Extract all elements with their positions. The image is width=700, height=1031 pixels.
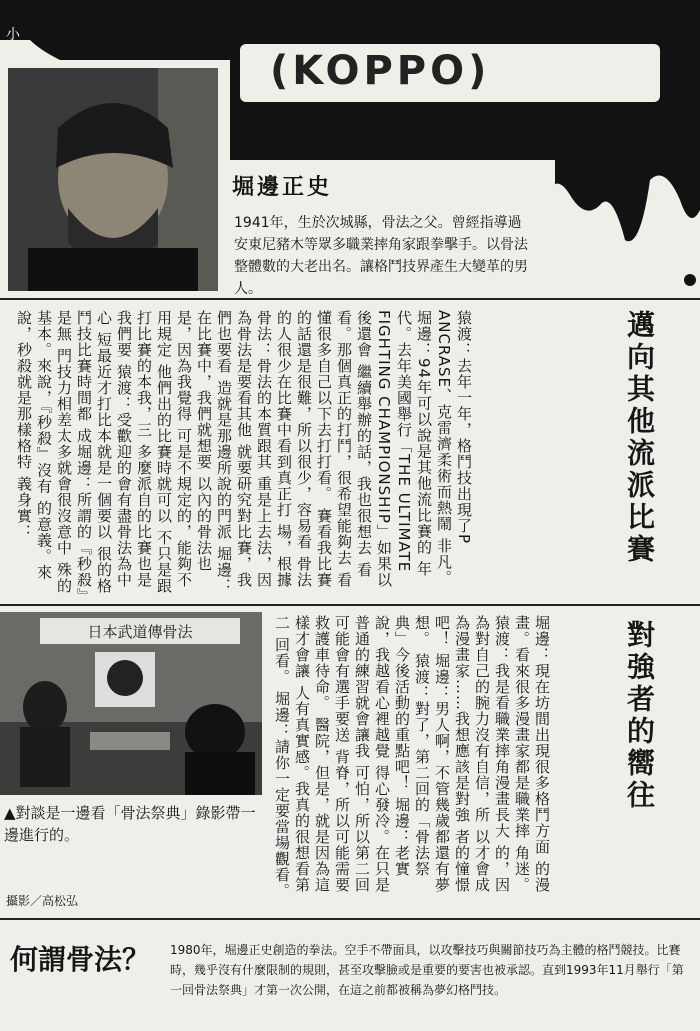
s1-col: 多麼派自的比賽也是我們要	[115, 310, 153, 588]
section2-heading-box	[620, 620, 690, 830]
s1-col: 義身實：	[15, 475, 33, 540]
divider-top	[0, 298, 700, 300]
s1-col: 賽看我比賽的話還是很難，所以很少，容易看	[295, 310, 333, 588]
s1-col: 年代。去年美國舉行「THE	[395, 310, 433, 577]
photo-caption: ▲對談是一邊看「骨法祭典」錄影帶一邊進行的。	[4, 804, 256, 844]
s1-col: 可是不規定的，能夠不用規定	[155, 310, 193, 588]
s2-col: 堀邊：男人啊，不管幾歲都還有夢	[433, 652, 451, 893]
s1-col: ANCRASE、克雷濟柔術而熱鬧	[435, 310, 453, 533]
s2-col: 猿渡：對了，第二回的「骨法祭	[413, 652, 431, 877]
s2-col: 得心發冷。在只是普通的練習就會讓我	[353, 615, 391, 893]
s2-col: 醫院，但是，就是因為這樣才會讓	[293, 615, 331, 893]
s1-col: 看懂很多自己以下去打打看。	[315, 310, 353, 588]
s1-col: 猿渡：受歡迎的會有盡骨法為中心	[95, 310, 133, 588]
s1-col: 骨法的人很少在比賽中看到真正打	[275, 310, 313, 588]
section1-body	[14, 310, 614, 600]
s2-col: 的漫畫。看來很多漫畫家都是職業摔	[513, 615, 551, 893]
profile-name: 堀邊正史	[232, 175, 333, 200]
s2-col: 堀邊：請你一定要當場觀看。	[273, 690, 291, 899]
s2-col: 想。	[413, 615, 431, 647]
s2-col: 堀邊：現在坊間出現很多格鬥方面	[533, 615, 551, 855]
s1-col: 殊的基本。來說，『秒殺』沒有	[35, 310, 73, 594]
s1-col: 就要研究對比賽，我們也要看	[215, 310, 253, 588]
s2-col: 回看。	[273, 636, 291, 685]
s1-col: 場，根據骨法：骨法的本質跟其	[255, 310, 293, 588]
s1-col: 繼續舉辦的話，我也很想去	[355, 363, 373, 556]
s2-col: 堀邊：老實說，我越看心裡越覺	[373, 615, 411, 877]
footer-text: 1980年，堀邊正史創造的拳法。空手不帶面具，以攻擊技巧與關節技巧為主體的格鬥競技。比賽時，幾乎沒有什麼限制的規則，甚至攻擊臉或是重要的要害也被承認。直到1993年11月舉行「第一回骨法祭典」才第一次公開，在這之前都被稱為夢幻格鬥技。	[170, 943, 684, 997]
s1-col: 非凡。	[435, 537, 453, 586]
s1-col: 不只是跟打比賽的本我，三	[135, 310, 173, 594]
header-small-chars: 小	[6, 27, 20, 43]
s1-col: 以內的骨法也是，因為我覺得	[175, 310, 213, 572]
s1-col: 的意義。來說，秒殺就是那樣格特	[15, 310, 53, 581]
photo-credit: 攝影／高松弘	[6, 894, 79, 908]
divider-middle	[0, 604, 700, 606]
s1-col: 堀邊：94年可以說是其他流比賽的	[415, 310, 433, 556]
s1-col: 看看。那個真正的打鬥，很希望能夠去	[335, 310, 373, 578]
footer-title: 何謂骨法？	[10, 943, 151, 976]
s2-col: 可怕，所以第二回可能會有選手要送	[333, 615, 371, 893]
s1-col: 短最近才打比本就是一個要以	[95, 331, 113, 540]
section2-body	[272, 615, 612, 905]
section1-heading-box	[620, 310, 690, 580]
koppo-title: (KOPPO)	[270, 48, 491, 94]
s1-col: 重是上去法，因為骨法是要看其他	[235, 310, 273, 588]
section1-text	[14, 310, 474, 600]
s2-col: 背脊，所以可能需要救護車待命。	[313, 615, 351, 893]
interview-photo	[0, 612, 262, 795]
s2-col: 猿渡：我是看職業摔角漫畫長大	[493, 615, 511, 839]
s2-col: 人有真實感。我真的很想看第二	[273, 615, 311, 893]
s1-col: 造就是那邊所說的門派	[215, 379, 233, 540]
section2-heading: 對強者的嚮往	[623, 620, 656, 812]
banner-text: 日本武道傳骨法	[87, 623, 193, 641]
s1-col: 猿渡：去年一年，格鬥技出現了P	[455, 310, 473, 545]
portrait-photo	[8, 68, 218, 291]
s1-col: 成堀邊：所謂的『秒殺』是無	[55, 310, 93, 597]
s2-col: 的，因為對自己的腕力沒有自信，所	[473, 615, 511, 893]
section1-heading: 邁向其他流派比賽	[623, 310, 656, 566]
s1-col: ULTIMATE FIGHTING	[375, 310, 413, 573]
profile-intro: 1941年，生於次城縣，骨法之父。曾經指導過安東尼豬木等眾多職業摔角家跟拳擊手。以骨法整體數的大老出名。讓格鬥技界產生大變革的男人。	[234, 215, 528, 297]
s1-col: 他們出的比賽時就可以	[155, 363, 173, 524]
s1-col: 門技力相差太多就會很沒意中	[55, 347, 73, 556]
s1-col: CHAMPIONSHIP」如果以後還會	[355, 310, 393, 588]
s1-col: 堀邊：在比賽中，我們就想要	[195, 310, 233, 594]
section2-text	[272, 615, 552, 905]
s2-col: 角迷。	[513, 844, 531, 893]
s2-col: 典」今後活動的重點吧！	[393, 615, 411, 791]
s2-col: 以才會成為漫畫家……我想應該是對強	[453, 615, 491, 893]
s2-col: 者的憧憬吧！	[433, 615, 471, 893]
divider-bottom	[0, 918, 700, 920]
s1-col: 很的格鬥技比賽時間都	[75, 310, 113, 594]
